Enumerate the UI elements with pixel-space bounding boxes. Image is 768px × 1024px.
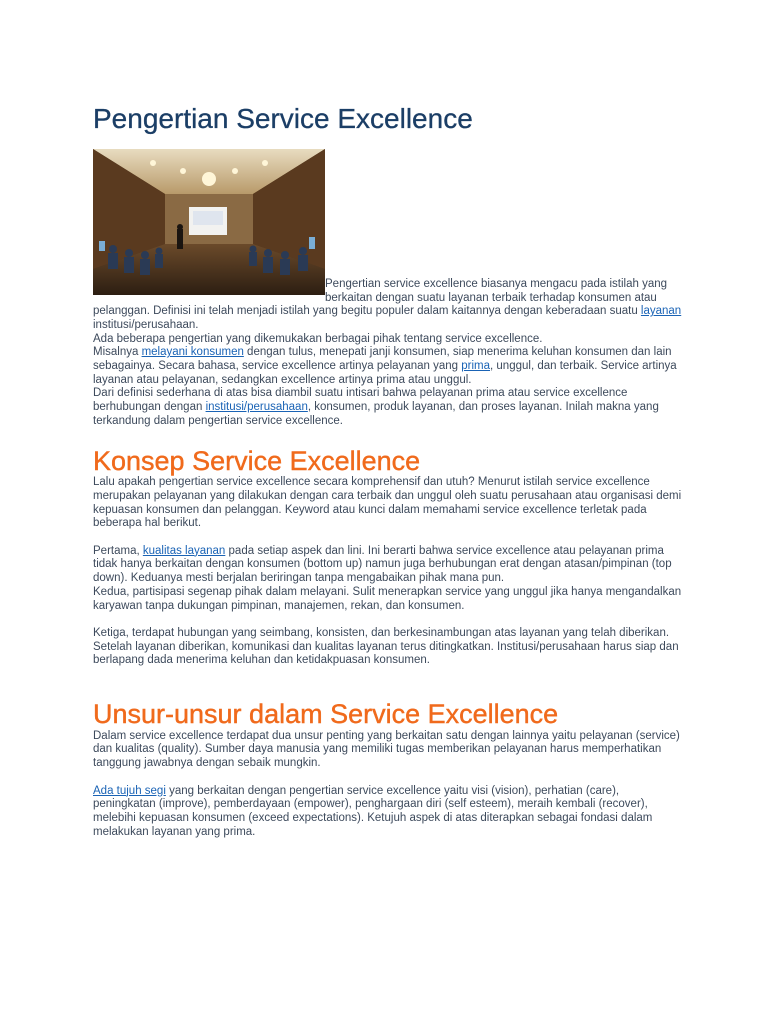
seminar-room-photo <box>93 149 325 295</box>
paragraph-8: Ketiga, terdapat hubungan yang seimbang, konsisten, dan berkesinambungan atas layanan yang telah diberikan. Setelah layanan diberikan, komunikasi dan kualitas layanan terus ditingkatkan. Institusi/perusahaan harus siap dan berlapang dada menerima keluhan dan ketidakpuasan konsumen. <box>93 626 679 667</box>
link-institusi-perusahaan[interactable]: institusi/perusahaan <box>205 401 308 414</box>
paragraph-10: Ada tujuh segi yang berkaitan dengan pengertian service excellence yaitu visi (vision), perhatian (care), peningkatan (improve), pemberdayaan (empower), penghargaan diri (self esteem), meraih kembali (recover), melebihi kepuasan konsumen (exceed expectations). Ketujuh aspek di atas diterapkan sebagai fondasi dalam melakukan layanan yang prima. <box>93 784 653 838</box>
link-kualitas-layanan[interactable]: kualitas layanan <box>142 544 226 557</box>
link-prima[interactable]: prima <box>461 360 491 373</box>
heading-unsur: Unsur-unsur dalam Service Excellence <box>93 699 559 730</box>
paragraph-3: Misalnya melayani konsumen dengan tulus, menepati janji konsumen, siap menerima keluhan konsumen dan lain sebagainya. Secara bahasa, service excellence artinya pelayanan yang prima, unggul, dan terbaik. Service artinya layanan atau pelayanan, sedangkan excellence artinya prima atau unggul. <box>93 346 677 386</box>
paragraph-2: Ada beberapa pengertian yang dikemukakan berbagai pihak tentang service excellence. <box>93 332 543 345</box>
heading-konsep: Konsep Service Excellence <box>93 445 421 476</box>
link-melayani-konsumen[interactable]: melayani konsumen <box>141 346 244 359</box>
paragraph-4: Dari definisi sederhana di atas bisa diambil suatu intisari bahwa pelayanan prima atau service excellence berhubungan dengan institusi/perusahaan, konsumen, produk layanan, dan proses layanan. Inilah makna yang terkandung dalam pengertian service excellence. <box>93 387 659 427</box>
heading-pengertian: Pengertian Service Excellence <box>93 103 473 134</box>
paragraph-1: Pengertian service excellence biasanya mengacu pada istilah yang berkaitan dengan suatu layanan terbaik terhadap konsumen atau pelanggan. Definisi ini telah menjadi istilah yang begitu populer dalam kaitannya dengan keberadaan suatu layanan institusi/perusahaan. <box>93 277 682 331</box>
link-ada-tujuh-segi[interactable]: Ada tujuh segi <box>93 784 166 797</box>
paragraph-7: Kedua, partisipasi segenap pihak dalam melayani. Sulit menerapkan service yang unggul jika hanya mengandalkan karyawan tanpa dukungan pimpinan, manajemen, rekan, dan konsumen. <box>93 585 682 612</box>
paragraph-9: Dalam service excellence terdapat dua unsur penting yang berkaitan satu dengan lainnya yaitu pelayanan (service) dan kualitas (quality). Sumber daya manusia yang memiliki tugas memberikan pelayanan harus memperhatikan tanggung jawabnya dengan sebaik mungkin. <box>93 729 680 770</box>
link-layanan[interactable]: layanan <box>640 305 682 318</box>
paragraph-6: Pertama, kualitas layanan pada setiap aspek dan lini. Ini berarti bahwa service excellence atau pelayanan prima tidak hanya berkaitan dengan konsumen (bottom up) namun juga berhubungan erat dengan atasan/pimpinan (top down). Keduanya mesti berjalan beriringan tanpa mengabaikan pihak mana pun. <box>93 544 672 585</box>
article-content <box>93 104 683 839</box>
seminar-room-illustration <box>93 149 325 295</box>
paragraph-5: Lalu apakah pengertian service excellence secara komprehensif dan utuh? Menurut istilah service excellence merupakan pelayanan yang dilakukan dengan cara terbaik dan unggul oleh suatu perusahaan atau organisasi demi kepuasan konsumen dan pelanggan. Keyword atau kunci dalam memahami service excellence terletak pada beberapa hal berikut. <box>93 476 682 530</box>
